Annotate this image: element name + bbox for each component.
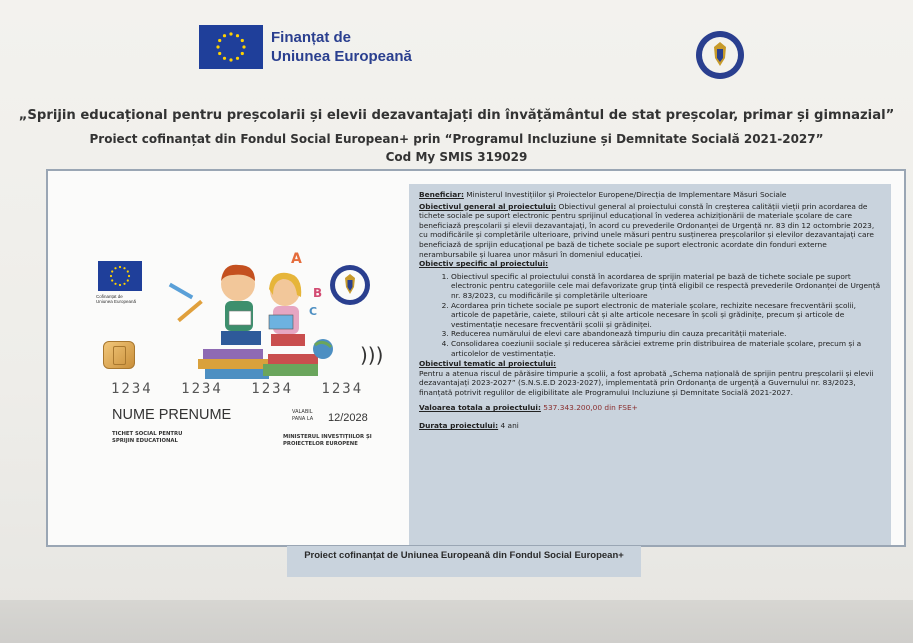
- mini-government-seal-icon: [329, 264, 371, 306]
- eu-line2: Uniunea Europeană: [271, 48, 412, 65]
- main-panel: [46, 169, 906, 547]
- durata-text: 4 ani: [500, 421, 519, 431]
- valid-label-line1: VALABIL: [292, 409, 313, 415]
- project-subtitle: Proiect cofinanțat din Fondul Social European+ prin “Programul Incluziune și Demnitate Socială 2021-2027”: [89, 132, 824, 146]
- card-holder-name: NUME PRENUME: [112, 407, 232, 423]
- obj-specific-label-paragraph: [419, 259, 883, 269]
- card-issuer-line1: MINISTERUL INVESTIȚIILOR ȘI: [283, 434, 372, 440]
- obj-general-text: Obiectivul general al proiectului constă în creșterea calității vieții prin acordarea de tichete sociale pe suport electronic pentru sprijinul educațional în vederea achiziționării de materiale școlare de care beneficiază preșcolarii și elevii dezavantajați, în acord cu prevederile Ordonanței de Urgență nr. 83 din 12 octombrie 2023, cu modificările și completările ulterioare, privind unele măsuri pentru susținerea preșcolarilor și elevilor dezavantajați care beneficiază de sprijin educațional pe bază de tichete sociale pe suport electronic acordate din fonduri externe nerambursabile și luarea unor măsuri în domeniul educației.: [419, 201, 875, 259]
- beneficiar-label: Beneficiar:: [419, 190, 464, 199]
- beneficiar-text: Ministerul Investițiilor și Proiectelor Europene/Direcția de Implementare Măsuri Sociale: [466, 190, 787, 199]
- list-item: 2. Acordarea prin tichete sociale pe suport electronic de materiale școlare, rechizite necesare frecventării școlii, articole de papetărie, caiete, stilouri cât și alte articole necesare în școli și grădinițe, precum și articole de vestimentație necesare frecventării școlii și grădiniței.: [451, 301, 883, 330]
- valid-until-date: 12/2028: [328, 412, 368, 424]
- floor-background: [0, 600, 913, 643]
- mini-eu-line2: Uniunea Europeană: [96, 299, 137, 304]
- beneficiar-paragraph: [419, 190, 883, 200]
- project-info-box: [409, 184, 891, 545]
- svg-text:A: A: [291, 251, 302, 267]
- valid-label-line2: PANA LA: [292, 416, 314, 422]
- card-chip-icon: [103, 341, 135, 369]
- obj-specific-list: [419, 272, 883, 358]
- durata-label: Durata proiectului:: [419, 421, 499, 431]
- contactless-icon: ))): [360, 343, 384, 367]
- svg-text:B: B: [313, 286, 323, 300]
- obj-general-paragraph: [419, 202, 883, 260]
- card-issuer-label: [283, 434, 372, 448]
- obj-tematic-paragraph: [419, 359, 883, 397]
- eu-funding-logo: [199, 25, 412, 69]
- svg-text:C: C: [309, 305, 318, 318]
- social-ticket-card: [48, 171, 404, 545]
- project-code: Cod My SMIS 319029: [385, 150, 528, 164]
- valoare-text: 537.343.200,00 din FSE+: [543, 403, 638, 413]
- eu-flag-icon: [199, 25, 263, 69]
- durata-paragraph: [419, 421, 883, 431]
- footer-cofinance-note: Proiect cofinanțat de Uniunea Europeană din Fondul Social European+: [287, 546, 641, 577]
- list-item: 4. Consolidarea coeziunii sociale și reducerea sărăciei extreme prin distribuirea de materiale școlare, precum și a articolelor de vestimentație.: [451, 339, 883, 358]
- list-item: 3. Reducerea numărului de elevi care abandonează timpuriu din cauza precarității materiale.: [451, 329, 883, 339]
- mini-eu-flag-icon: [98, 261, 142, 291]
- project-title: „Sprijin educațional pentru preșcolarii și elevii dezavantajați din învățământul de stat preșcolar, primar și gimnazial”: [18, 108, 895, 123]
- list-item: 1. Obiectivul specific al proiectului constă în acordarea de sprijin material pe bază de tichete sociale pe suport electronic pentru categoriile cele mai defavorizate grup țintă eligibil ce respectă prevederile Ordonanței de Urgență nr. 83/2023, cu modificările și completările ulterioare: [451, 272, 883, 301]
- obj-tematic-label: Obiectivul tematic al proiectului:: [419, 359, 557, 369]
- obj-tematic-text: Pentru a atenua riscul de părăsire timpurie a școlii, a fost aprobată „Schema națională de sprijin pentru preșcolarii și elevii dezavantajați 2023-2027” (S.N.S.E.D 2023-2027), implementată prin Ordonanța de urgență a Guvernului nr. 83/2023, finanțată potrivit regulilor de eligibilitate ale Programului Incluziune și Demnitate Socială 2021-2027.: [419, 368, 874, 397]
- card-type-label: [112, 431, 182, 445]
- eu-line1: Finanțat de: [271, 29, 352, 46]
- obj-specific-label: Obiectiv specific al proiectului:: [419, 259, 549, 269]
- card-number: 1234 1234 1234 1234: [111, 381, 364, 397]
- card-type-line2: SPRIJIN EDUCATIONAL: [112, 438, 178, 444]
- mini-eu-line1: Cofinanțat de: [96, 294, 123, 299]
- valid-until-label: [292, 409, 313, 423]
- card-type-line1: TICHET SOCIAL PENTRU: [112, 431, 183, 437]
- children-reading-illustration-icon: [163, 249, 333, 384]
- card-issuer-line2: PROIECTELOR EUROPENE: [283, 441, 358, 447]
- valoare-label: Valoarea totala a proiectului:: [419, 403, 541, 413]
- eu-funding-text: [271, 28, 412, 66]
- romanian-government-seal-icon: [695, 30, 745, 80]
- valoare-paragraph: [419, 403, 883, 413]
- obj-general-label: Obiectivul general al proiectului:: [419, 201, 557, 211]
- mini-eu-text: [96, 294, 136, 304]
